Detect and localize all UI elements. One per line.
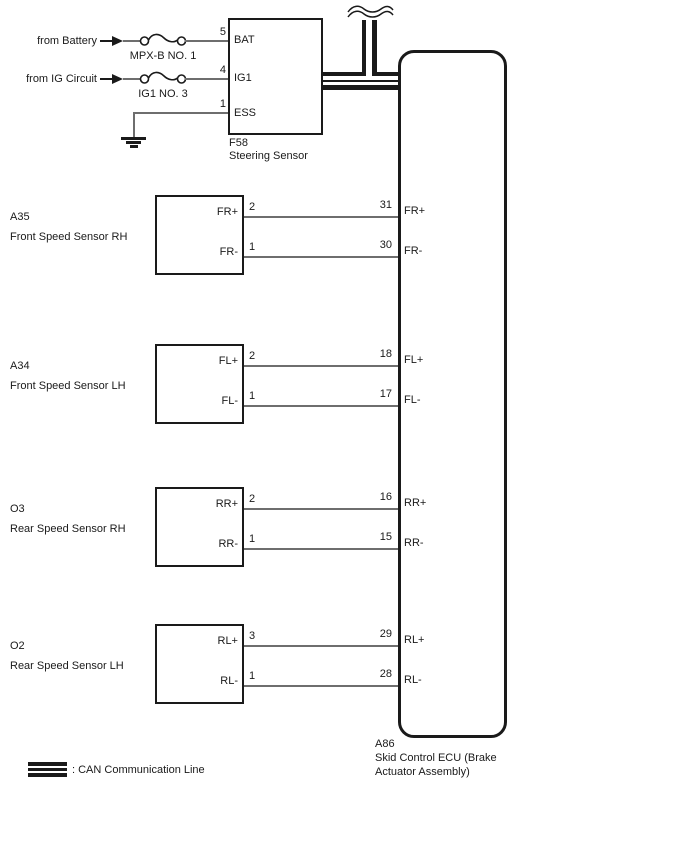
ecu-pin-number: 18 <box>379 348 392 360</box>
wire <box>244 256 398 258</box>
steering-sensor-code: F58 <box>229 137 248 149</box>
ig-source-label: from IG Circuit <box>26 73 97 85</box>
sensor-section-a35 <box>0 195 688 277</box>
ig-wire-segment <box>185 78 228 80</box>
sensor-terminal-label: FL- <box>221 395 238 407</box>
ecu-pin-number: 30 <box>379 239 392 251</box>
bat-terminal-label: BAT <box>234 34 255 46</box>
battery-arrow-icon <box>112 36 123 46</box>
sensor-code: O2 <box>10 640 25 652</box>
sensor-pin-number: 1 <box>249 670 256 682</box>
sensor-code: O3 <box>10 503 25 515</box>
sensor-pin-number: 2 <box>249 493 256 505</box>
ecu-name-line1: Skid Control ECU (Brake <box>375 752 497 764</box>
sensor-code: A34 <box>10 360 30 372</box>
ig-arrow-tail-line <box>100 78 112 80</box>
ess-pin-number: 1 <box>219 98 226 110</box>
sensor-pin-number: 1 <box>249 241 256 253</box>
wire <box>244 645 398 647</box>
legend-can-symbol <box>28 768 67 771</box>
sensor-pin-number: 3 <box>249 630 256 642</box>
ig1-terminal-label: IG1 <box>234 72 252 84</box>
sensor-code: A35 <box>10 211 30 223</box>
ecu-pin-number: 29 <box>379 628 392 640</box>
ig-arrow-icon <box>112 74 123 84</box>
ecu-pin-number: 15 <box>379 531 392 543</box>
sensor-name: Front Speed Sensor LH <box>10 380 126 392</box>
sensor-terminal-label: RR+ <box>215 498 238 510</box>
ig-fuse-label: IG1 NO. 3 <box>138 88 188 100</box>
battery-arrow-tail-line <box>100 40 112 42</box>
battery-wire-segment <box>185 40 228 42</box>
ecu-terminal-label: FR- <box>404 245 423 257</box>
ecu-terminal-label: FL+ <box>404 354 424 366</box>
sensor-pin-number: 2 <box>249 350 256 362</box>
ground-drop-wire <box>133 112 135 137</box>
sensor-section-o2 <box>0 624 688 706</box>
can-break-wave-icon <box>345 4 395 22</box>
wire <box>244 216 398 218</box>
ess-wire <box>133 112 228 114</box>
ecu-name-line2: Actuator Assembly) <box>375 766 470 778</box>
ecu-pin-number: 31 <box>379 199 392 211</box>
ig1-pin-number: 4 <box>219 64 226 76</box>
legend-can-symbol <box>28 762 67 766</box>
steering-sensor-name: Steering Sensor <box>229 150 308 162</box>
can-branch-line-left <box>362 20 366 76</box>
ecu-terminal-label: RR- <box>404 537 424 549</box>
wire <box>244 548 398 550</box>
wire <box>244 405 398 407</box>
can-branch-line-right <box>372 20 377 76</box>
sensor-pin-number: 2 <box>249 201 256 213</box>
legend-label: : CAN Communication Line <box>72 764 205 776</box>
sensor-section-a34 <box>0 344 688 426</box>
battery-source-label: from Battery <box>37 35 97 47</box>
ig-fuse-icon <box>139 69 187 89</box>
ecu-terminal-label: RL- <box>404 674 422 686</box>
wire <box>244 365 398 367</box>
can-bus-line-middle <box>323 80 398 82</box>
ecu-terminal-label: RR+ <box>404 497 427 509</box>
can-bus-line-top <box>323 72 398 76</box>
sensor-terminal-label: RL- <box>220 675 238 687</box>
ecu-terminal-label: RL+ <box>404 634 425 646</box>
battery-fuse-label: MPX-B NO. 1 <box>129 50 197 62</box>
legend-can-symbol <box>28 773 67 777</box>
ess-terminal-label: ESS <box>234 107 257 119</box>
battery-fuse-icon <box>139 31 187 51</box>
ecu-terminal-label: FR+ <box>404 205 426 217</box>
sensor-terminal-label: FL+ <box>218 355 238 367</box>
ecu-pin-number: 28 <box>379 668 392 680</box>
ecu-pin-number: 16 <box>379 491 392 503</box>
ground-icon <box>130 145 138 148</box>
ecu-terminal-label: FL- <box>404 394 421 406</box>
sensor-pin-number: 1 <box>249 533 256 545</box>
ground-icon <box>126 141 141 144</box>
ecu-code: A86 <box>375 738 395 750</box>
sensor-terminal-label: RL+ <box>217 635 238 647</box>
sensor-terminal-label: RR- <box>218 538 238 550</box>
sensor-name: Front Speed Sensor RH <box>10 231 128 243</box>
sensor-name: Rear Speed Sensor RH <box>10 523 126 535</box>
ground-icon <box>121 137 146 140</box>
wire <box>244 685 398 687</box>
wire <box>244 508 398 510</box>
sensor-terminal-label: FR+ <box>216 206 238 218</box>
bat-pin-number: 5 <box>219 26 226 38</box>
sensor-terminal-label: FR- <box>219 246 238 258</box>
ecu-pin-number: 17 <box>379 388 392 400</box>
sensor-section-o3 <box>0 487 688 569</box>
sensor-pin-number: 1 <box>249 390 256 402</box>
can-bus-line-bottom <box>323 85 398 90</box>
sensor-name: Rear Speed Sensor LH <box>10 660 124 672</box>
